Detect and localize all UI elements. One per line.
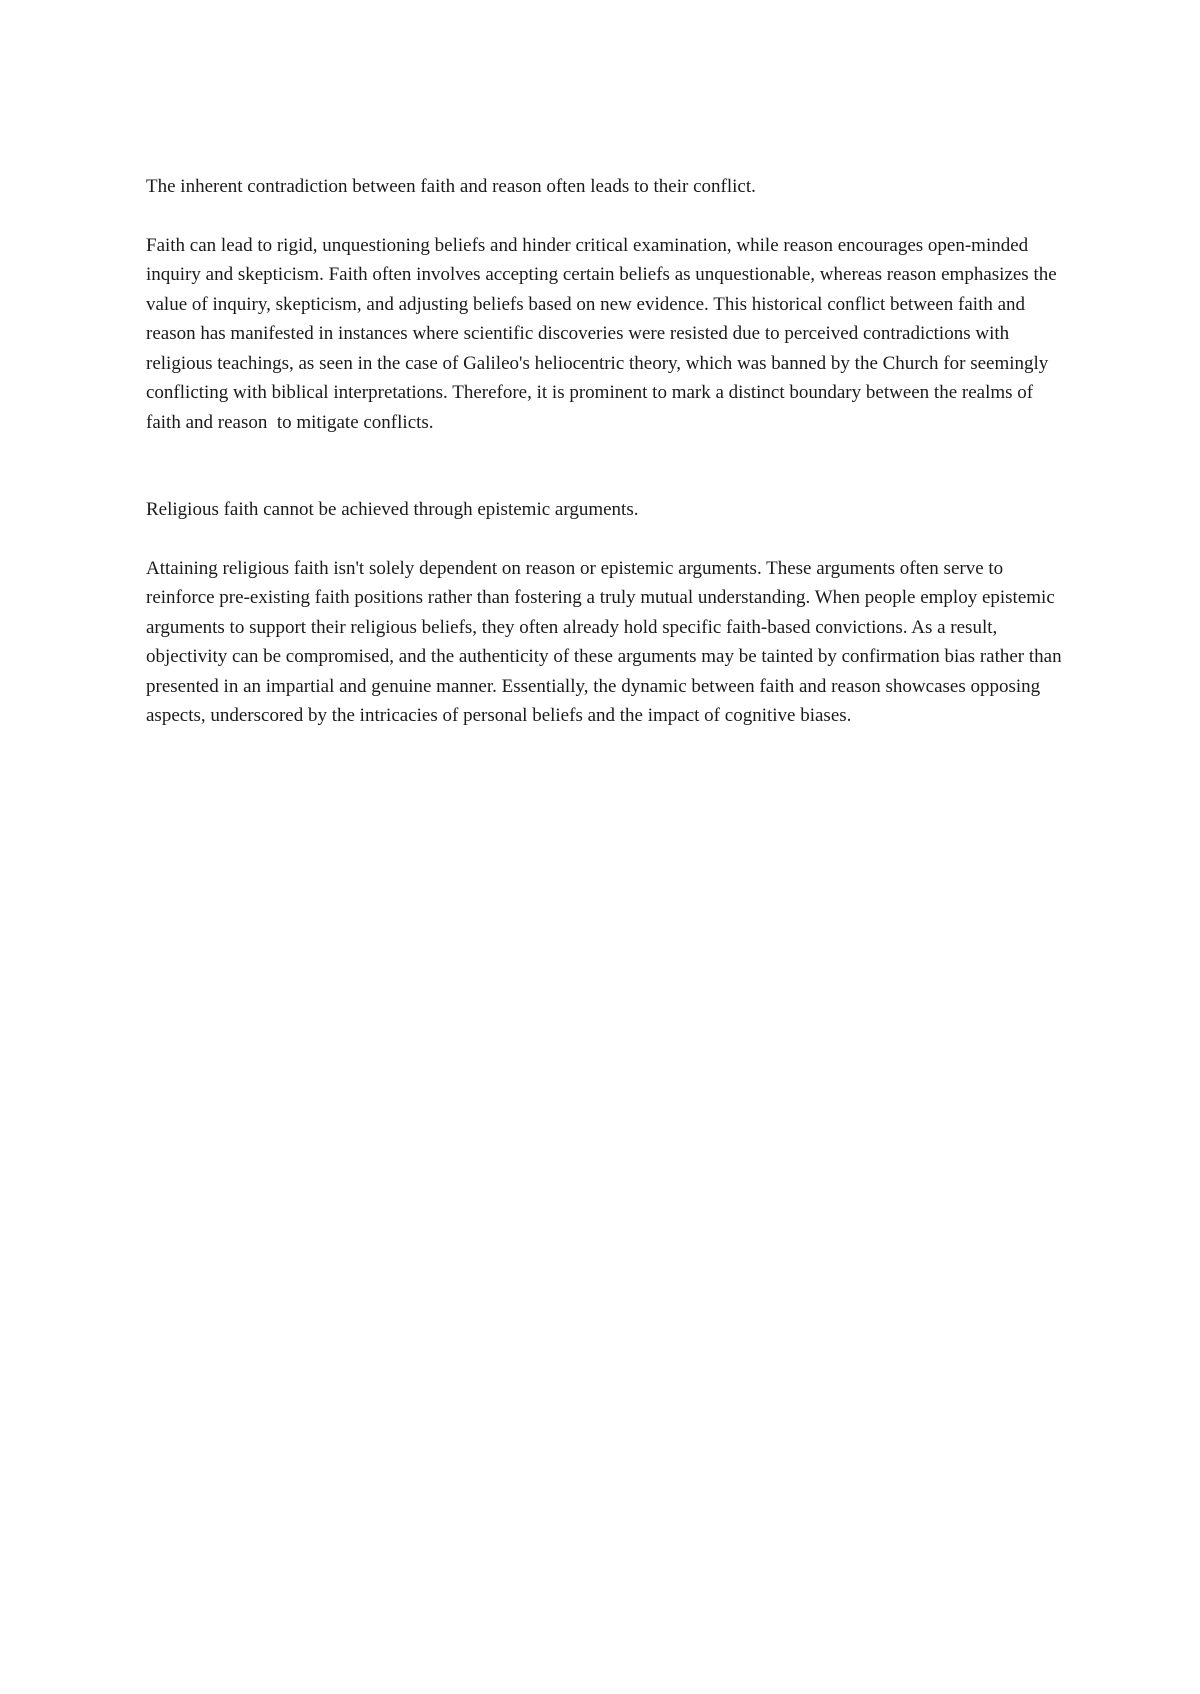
section2-body: Attaining religious faith isn't solely dependent on reason or epistemic arguments. These arguments often serve to reinforce pre-existing faith positions rather than fostering a truly mutual understanding. When people employ epistemic arguments to support their religious beliefs, they often already hold specific faith-based convictions. As a result, objectivity can be compromised, and the authenticity of these arguments may be tainted by confirmation bias rather than presented in an impartial and genuine manner. Essentially, the dynamic between faith and reason showcases opposing aspects, underscored by the intricacies of personal beliefs and the impact of cognitive biases. xyxy=(146,557,1067,726)
section-spacer xyxy=(146,437,1072,495)
paragraph-spacer xyxy=(146,202,1072,231)
section2-heading: Religious faith cannot be achieved through epistemic arguments. xyxy=(146,499,639,520)
section1-heading: The inherent contradiction between faith and reason often leads to their conflict. xyxy=(146,176,756,197)
paragraph-spacer xyxy=(146,525,1072,554)
section1-body: Faith can lead to rigid, unquestioning beliefs and hinder critical examination, while reason encourages open-minded inquiry and skepticism. Faith often involves accepting certain beliefs as unquestionable, whereas reason emphasizes the value of inquiry, skepticism, and adjusting beliefs based on new evidence. This historical conflict between faith and reason has manifested in instances where scientific discoveries were resisted due to perceived contradictions with religious teachings, as seen in the case of Galileo's heliocentric theory, which was banned by the Church for seemingly conflicting with biblical interpretations. Therefore, it is prominent to mark a distinct boundary between the realms of faith and reason to mitigate conflicts. xyxy=(146,234,1062,433)
document-content xyxy=(146,172,1072,731)
